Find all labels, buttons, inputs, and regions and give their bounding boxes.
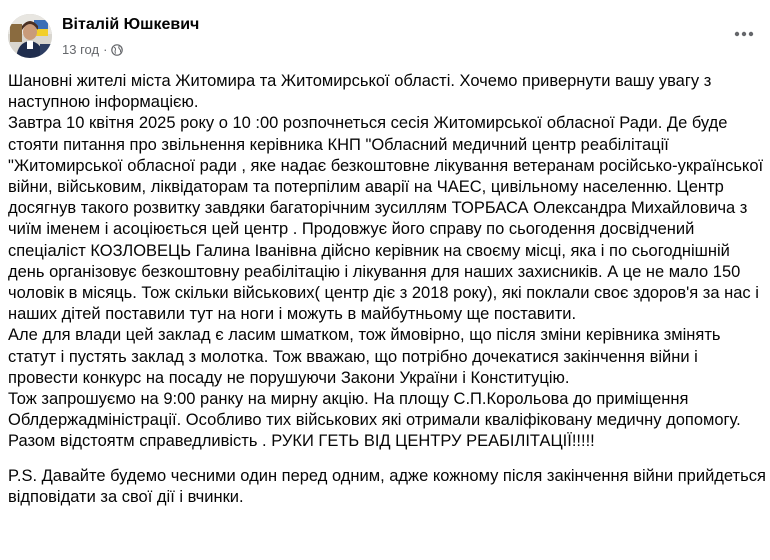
more-options-button[interactable] xyxy=(726,20,762,48)
post-paragraph: Але для влади цей заклад є ласим шматком, тож ймовірно, що після зміни керівника змінять статут і пустять заклад з молотка. Тож вважаю, що потрібно дочекатися закінчення війни і провести конкурс на посаду не порушуючи Закони України і Конституцію. xyxy=(8,326,721,387)
meta-separator: · xyxy=(103,42,108,57)
author-name[interactable]: Віталій Юшкевич xyxy=(62,16,200,33)
avatar[interactable] xyxy=(8,14,52,58)
post-paragraph: Завтра 10 квітня 2025 року о 10 :00 розпочнеться сесія Житомирської обласної Ради. Де буде стояти питання про звільнення керівника КНП "Обласний медичний центр реабілітації "Житомирської обласної ради , яке надає безкоштовне лікування ветеранам російсько-української війни, військовим, ліквідаторам та потерпілим аварії на ЧАЕС, цивільному населенню. Центр досягнув такого розвитку завдяки багаторічним зусиллям ТОРБАСА Олександра Михайловича з чиїм іменем і асоціюється цей центр . Продовжує його справу по сьогодення досвідчений спеціаліст КОЗЛОВЕЦЬ Галина Іванівна дійсно керівник на своєму місці, яка і по сьогоднішній день організовує безкоштовну реабілітацію і лікування для наших захисників. А це не мало 150 чоловік в місяць. Тож скільки військових( центр діє з 2018 року), які поклали своє здоров'я за нас і наших дітей поставили тут на ноги і можуть в майбутньому ще поставити. xyxy=(8,114,764,324)
post-body xyxy=(8,71,766,508)
avatar-image xyxy=(8,14,52,58)
post-header xyxy=(8,12,762,62)
post-paragraph: Тож запрошуємо на 9:00 ранку на мирну акцію. На площу С.П.Корольова до приміщення Облдержадміністрації. Особливо тих військових які отримали кваліфіковану медичну допомогу. Разом відстоятм справедливість . РУКИ ГЕТЬ ВІД ЦЕНТРУ РЕАБІЛІТАЦІЇ!!!!! xyxy=(8,390,741,451)
post-timestamp[interactable]: 13 год xyxy=(62,42,100,57)
post-postscript: P.S. Давайте будемо чесними один перед одним, адже кожному після закінчення війни прийдеться відповідати за свої дії і вчинки. xyxy=(8,466,766,506)
post-paragraph: Шановні жителі міста Житомира та Житомирської області. Хочемо привернути вашу увагу з наступною інформацією. xyxy=(8,72,712,112)
post-meta xyxy=(62,42,123,57)
globe-icon xyxy=(111,44,123,56)
more-horizontal-icon xyxy=(734,31,754,37)
